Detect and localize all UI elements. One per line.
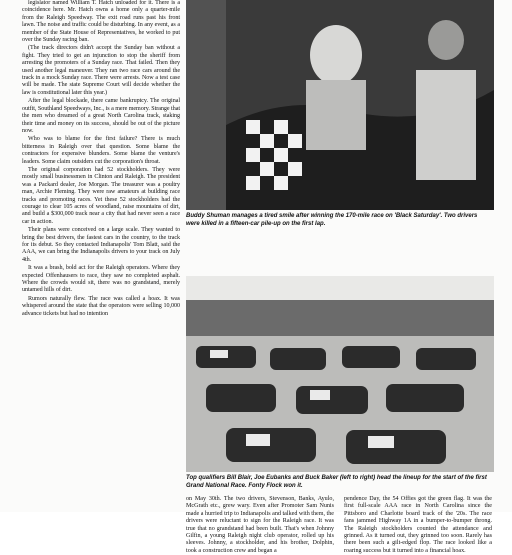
article-paragraph: Rumors naturally flew. The race was called a hoax. It was whispered around the state that the operators were selling 10,000 advance tickets but had no intention xyxy=(22,295,180,317)
article-paragraph: It was a brash, bold act for the Raleigh operators. Where they expected Offenhausers to race, they saw no completed asphalt. Where the crowds would sit, there was no grandstand, merely untamed hills of dirt. xyxy=(22,265,180,294)
race-winner-photo xyxy=(186,0,494,210)
article-left-column xyxy=(22,0,180,512)
photo-caption-bottom: Top qualifiers Bill Blair, Joe Eubanks and Buck Baker (left to right) head the lineup for the start of the first Grand National Race. Fonty Flock won it. xyxy=(186,475,487,489)
grid-of-race-cars-icon xyxy=(186,276,494,472)
race-lineup-photo xyxy=(186,276,494,472)
article-paragraph: legislator named William T. Hatch unloaded for it. There is a coincidence here. Mr. Hatch owns a home only a quarter-mile from the Raleigh Speedway. The exit road runs past his front lawn. The noise and traffic could be disturbing. In any event, as a member of the State House of Representatives, he worked to put over the Sunday racing ban. xyxy=(22,0,180,44)
article-paragraph: on May 30th. The two drivers, Stevenson, Banks, Ayulo, McGrath etc., grew wary. Even after Promoter Sam Nunis made a hurried trip to Indianapolis and talked with them, the drivers were reluctant to sign for the Raleigh race. It was true that no grandstand had been built. That's when Johnny Gilfin, a young Raleigh night club operator, rolled up his sleeves. Johnny, a stockholder, and his brother, Dolphin, took a construction crew and began a xyxy=(186,496,334,554)
article-paragraph: (The track directors didn't accept the Sunday ban without a fight. They tried to get an injunction to stop the sheriff from arresting the promoters of a Sunday race. That failed. Then they used another legal maneuver. They ran two race cars around the track in a mock Sunday race. There were arrests. Now a test case will be made. The state Supreme Court will decide whether the law is constitutional later this year.) xyxy=(22,45,180,96)
article-middle-column xyxy=(186,496,334,554)
article-right-column xyxy=(344,496,492,554)
photo-caption-top: Buddy Shuman manages a tired smile after winning the 170-mile race on 'Black Saturday'. Two drivers were killed in a fifteen-car pile-up on the first lap. xyxy=(186,213,478,227)
article-paragraph: The original corporation had 52 stockholders. They were mostly small businessmen in Clinton and Raleigh. The president was a Packard dealer, Joe Morgan. The treasurer was a poultry man, Archie Fleming. They were raw amateurs at building race tracks and promoting races. Yet these 52 stockholders had the courage to clear 105 acres of woodland, raise mountains of dirt, and build a $300,000 track near a city that had never seen a race car in action. xyxy=(22,166,180,225)
article-paragraph: Their plans were conceived on a large scale. They wanted to bring the best drivers, the fastest cars in the country, to the track for its debut. So they contacted Indianapolis' Tom Blatt, said the AAA, we can bring the Indianapolis drivers to your track on July 4th. xyxy=(22,227,180,263)
race-winner-photo-icon xyxy=(186,0,494,210)
article-paragraph: pendence Day, the 54 Offies got the green flag. It was the first full-scale AAA race in North Carolina since the Pittsboro and Charlotte board track of the '20s. The race fans jammed Highway 1A in a bumper-to-bumper throng. The Raleigh stockholders counted the attendance and grinned. As it turned out, they grinned too soon. Rarely has there been such a gilt-edged flop. The race looked like a roaring success but it turned into a financial hoax. xyxy=(344,496,492,554)
article-paragraph: Who was to blame for the first failure? There is much bitterness in Raleigh over that question. Some blame the contractors for expensive blunders. Some blame the venture's leaders. Some claim outsiders cut the corporation's throat. xyxy=(22,136,180,165)
article-paragraph: After the legal blockade, there came bankruptcy. The original outfit, Southland Speedways, Inc., is a mere memory. Strange that the men who dreamed of a great North Carolina track, staking their time and money on its success, should be out of the picture now. xyxy=(22,98,180,134)
